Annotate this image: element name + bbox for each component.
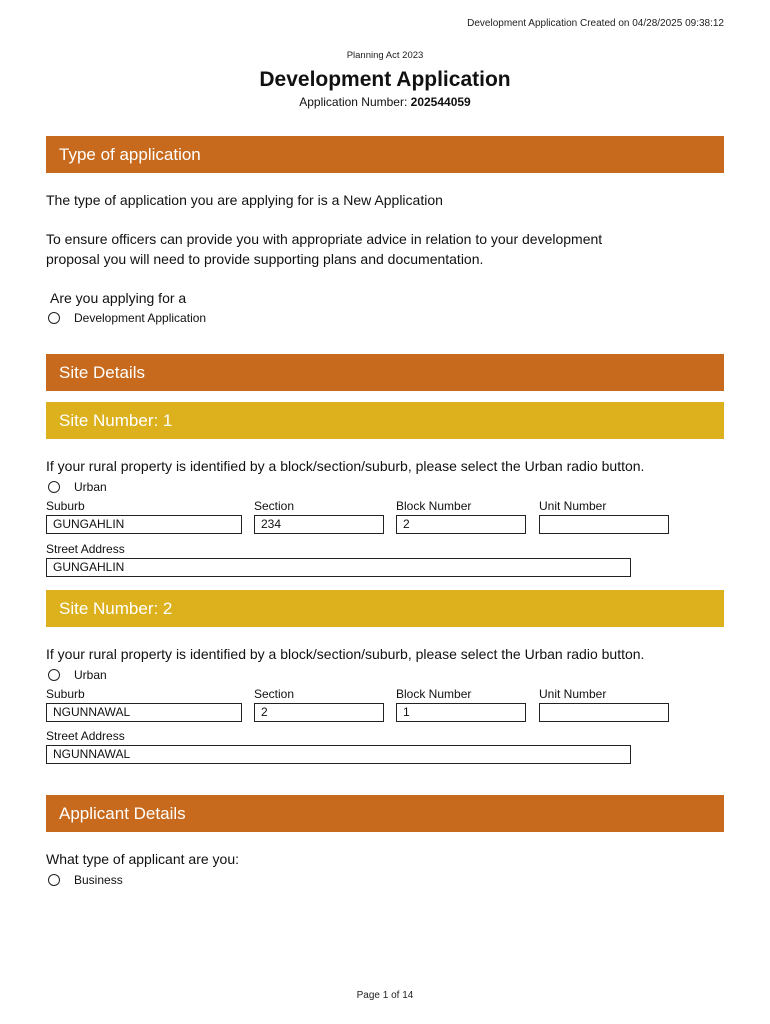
business-label: Business <box>74 873 123 887</box>
development-application-label: Development Application <box>74 311 207 325</box>
suburb-field[interactable]: NGUNNAWAL <box>46 703 242 722</box>
act-name: Planning Act 2023 <box>346 50 424 61</box>
site-number-2-header: Site Number: 2 <box>46 590 724 627</box>
urban-label: Urban <box>74 668 107 682</box>
street-address-field[interactable]: GUNGAHLIN <box>46 558 631 577</box>
suburb-field[interactable]: GUNGAHLIN <box>46 515 242 534</box>
suburb-label: Suburb <box>46 687 85 701</box>
suburb-label: Suburb <box>46 499 85 513</box>
radio-icon[interactable] <box>48 874 60 886</box>
unit-number-field[interactable] <box>539 703 669 722</box>
block-number-label: Block Number <box>396 499 472 513</box>
unit-number-field[interactable] <box>539 515 669 534</box>
radio-icon[interactable] <box>48 312 60 324</box>
urban-option[interactable] <box>48 668 107 682</box>
block-number-field[interactable]: 2 <box>396 515 526 534</box>
section-field[interactable]: 234 <box>254 515 384 534</box>
urban-instruction: If your rural property is identified by a block/section/suburb, please select the Urban radio button. <box>46 646 645 662</box>
advice-text-line-1: To ensure officers can provide you with appropriate advice in relation to your development <box>46 231 603 247</box>
block-number-label: Block Number <box>396 687 472 701</box>
unit-number-label: Unit Number <box>539 499 607 513</box>
application-number <box>0 95 770 109</box>
street-address-field[interactable]: NGUNNAWAL <box>46 745 631 764</box>
type-of-application-header: Type of application <box>46 136 724 173</box>
unit-number-label: Unit Number <box>539 687 607 701</box>
section-label: Section <box>254 499 295 513</box>
application-number-label: Application Number: <box>299 95 408 109</box>
site-number-1-header: Site Number: 1 <box>46 402 724 439</box>
section-label: Section <box>254 687 295 701</box>
radio-icon[interactable] <box>48 669 60 681</box>
page-title: Development Application <box>259 68 511 91</box>
street-address-label: Street Address <box>46 729 125 743</box>
application-type-text: The type of application you are applying for is a New Application <box>46 192 443 208</box>
development-application-option[interactable] <box>48 311 206 325</box>
street-address-label: Street Address <box>46 542 125 556</box>
applicant-type-question: What type of applicant are you: <box>46 851 239 867</box>
applying-for-question: Are you applying for a <box>50 290 187 306</box>
business-option[interactable] <box>48 873 123 887</box>
urban-option[interactable] <box>48 480 107 494</box>
urban-label: Urban <box>74 480 107 494</box>
application-number-value: 202544059 <box>410 95 471 109</box>
urban-instruction: If your rural property is identified by a block/section/suburb, please select the Urban radio button. <box>46 458 645 474</box>
block-number-field[interactable]: 1 <box>396 703 526 722</box>
section-field[interactable]: 2 <box>254 703 384 722</box>
created-timestamp: Development Application Created on 04/28/2025 09:38:12 <box>467 18 724 29</box>
advice-text-line-2: proposal you will need to provide supporting plans and documentation. <box>46 251 484 267</box>
page-number: Page 1 of 14 <box>356 990 414 1001</box>
applicant-details-header: Applicant Details <box>46 795 724 832</box>
site-details-header: Site Details <box>46 354 724 391</box>
radio-icon[interactable] <box>48 481 60 493</box>
